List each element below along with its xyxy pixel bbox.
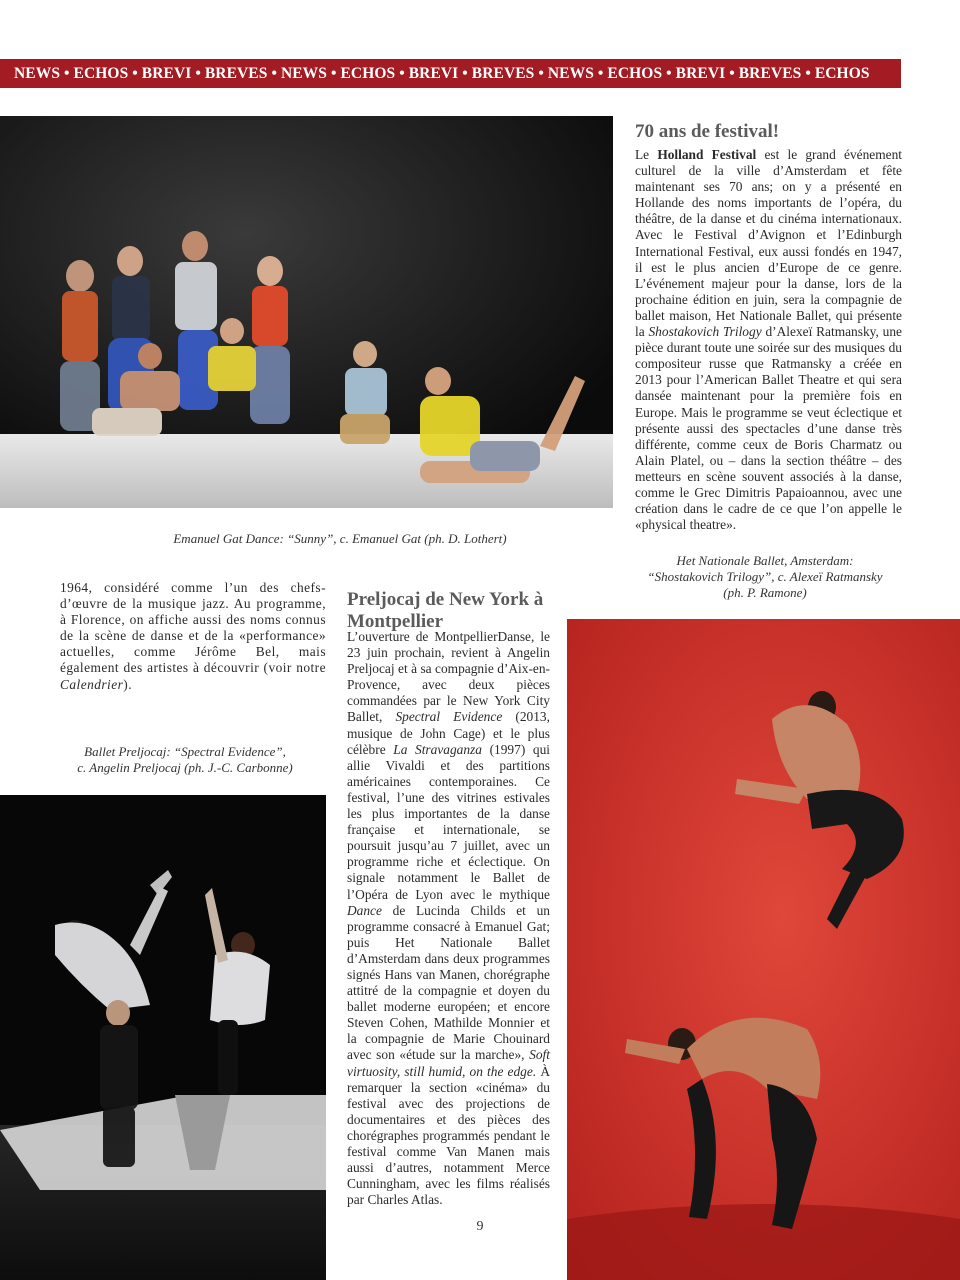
article-body-preljocaj bbox=[347, 629, 550, 1208]
caption-line: c. Angelin Preljocaj (ph. J.-C. Carbonne) bbox=[77, 760, 293, 775]
text-run: À remarquer la section «cinéma» du festival avec des projections de documentaires et des pièces des chorégraphes programmés pendant le festival comme Van Manen mais aussi d’autres, notamment Merce Cunningham, avec les films réalisés par Charles Atlas. bbox=[347, 1063, 550, 1208]
la-stravaganza-italic: La Stravaganza bbox=[393, 741, 482, 757]
text-run: ). bbox=[123, 676, 132, 692]
caption-line: Het Nationale Ballet, Amsterdam: bbox=[676, 553, 854, 568]
caption-line: (ph. P. Ramone) bbox=[723, 585, 807, 600]
calendrier-italic: Calendrier bbox=[60, 676, 124, 692]
page-number: 9 bbox=[476, 1219, 484, 1234]
article-title-70-ans: 70 ans de festival! bbox=[635, 121, 780, 142]
text-run: L’ouverture de MontpellierDanse, le 23 juin prochain, revient à Angelin Preljocaj et à sa compagnie d’Aix-en-Provence, avec deux pièces commandées par le New York City Ballet, bbox=[347, 629, 550, 725]
article-body-70-ans bbox=[635, 147, 902, 533]
text-run: (1997) qui allie Vivaldi et des partitions américaines contemporaines. Ce festival, l’une des vitrines estivales les plus importantes de la danse française et internationale, se poursuit jusqu’au 7 juillet, avec un programme riche et éclectique. On signale notamment le Ballet de l’Opéra de Lyon avec le mythique bbox=[347, 741, 550, 902]
text-run: est le grand événement culturel de la ville d’Amsterdam et fête maintenant ses 70 ans; on y a présenté en Hollande des noms importants de l’opéra, du théâtre, de la danse et du cinéma internationaux. Avec le Festival d’Avignon et l’Edinburgh International Festival, eux aussi fondés en 1947, il est le plus ancien d’Europe de ce genre. L’événement majeur pour la danse, lors de la prochaine édition en juin, sera la compagnie de ballet maison, Het Nationale Ballet, qui présente la bbox=[635, 147, 902, 340]
dance-italic: Dance bbox=[347, 902, 382, 918]
text-run: de Lucinda Childs et un programme consacré à Emanuel Gat; puis Het Nationale Ballet d’Amsterdam dans deux programmes signés Hans van Manen, chorégraphe attitré de la compagnie et doyen du ballet moderne européen; et encore Steven Cohen, Mathilde Monnier et la compagnie de Marie Chouinard avec son «étude sur la marche», bbox=[347, 902, 550, 1063]
caption-emanuel-gat bbox=[60, 531, 620, 547]
text-run: 1964, considéré comme l’un des chefs-d’œuvre de la musique jazz. Au programme, à Florence, on affiche aussi des noms connus de la scène de danse et de la «performance» actuelles, comme Jérôme Bel, mais également des artistes à découvrir (voir notre bbox=[60, 580, 326, 676]
shostakovich-trilogy-italic: Shostakovich Trilogy bbox=[648, 324, 762, 340]
photo-emanuel-gat-sunny bbox=[0, 116, 613, 508]
text-run: (2013, musique de John Cage) et le plus célèbre bbox=[347, 709, 550, 757]
spectral-evidence-italic: Spectral Evidence bbox=[395, 709, 503, 725]
photo-het-nationale-ballet-shostakovich bbox=[567, 619, 960, 1280]
caption-ballet-preljocaj bbox=[40, 744, 330, 776]
soft-virtuosity-italic: Soft virtuosity, still humid, on the edge. bbox=[347, 1047, 550, 1079]
text-run: Le bbox=[635, 147, 650, 162]
caption-het-nationale-ballet bbox=[620, 553, 910, 601]
caption-line: “Shostakovich Trilogy”, c. Alexeï Ratmansky bbox=[647, 569, 883, 584]
text-run: d’Alexeï Ratmansky, une pièce durant toute une soirée sur des musiques du compositeur russe que Ratmansky a créée en 2013 pour l’American Ballet Theatre et qui sera dansée maintenant pour la première fois en Europe. Mais le programme se veut éclectique et présente aussi des spectacles d’une danse très différente, comme ceux de Boris Charmatz ou Alain Platel, ou – dans la section théâtre – des metteurs en scène souvent associés à la danse, comme le Grec Dimitris Papaioannou, avec une création dans le cadre de ce que l’on appelle le «physical theatre». bbox=[635, 324, 902, 533]
photo-ballet-preljocaj-spectral-evidence bbox=[0, 795, 326, 1280]
holland-festival-bold: Holland Festival bbox=[657, 147, 757, 162]
caption-line: Ballet Preljocaj: “Spectral Evidence”, bbox=[84, 744, 286, 759]
article-title-preljocaj: Preljocaj de New York à Montpellier bbox=[347, 589, 544, 632]
caption-text: Emanuel Gat Dance: “Sunny”, c. Emanuel Gat (ph. D. Lothert) bbox=[173, 531, 507, 546]
column-1-text bbox=[60, 580, 326, 693]
section-banner bbox=[0, 59, 901, 88]
banner-text: NEWS • ECHOS • BREVI • BREVES • NEWS • ECHOS • BREVI • BREVES • NEWS • ECHOS • BREVI • BREVES • ECHOS bbox=[14, 65, 870, 82]
